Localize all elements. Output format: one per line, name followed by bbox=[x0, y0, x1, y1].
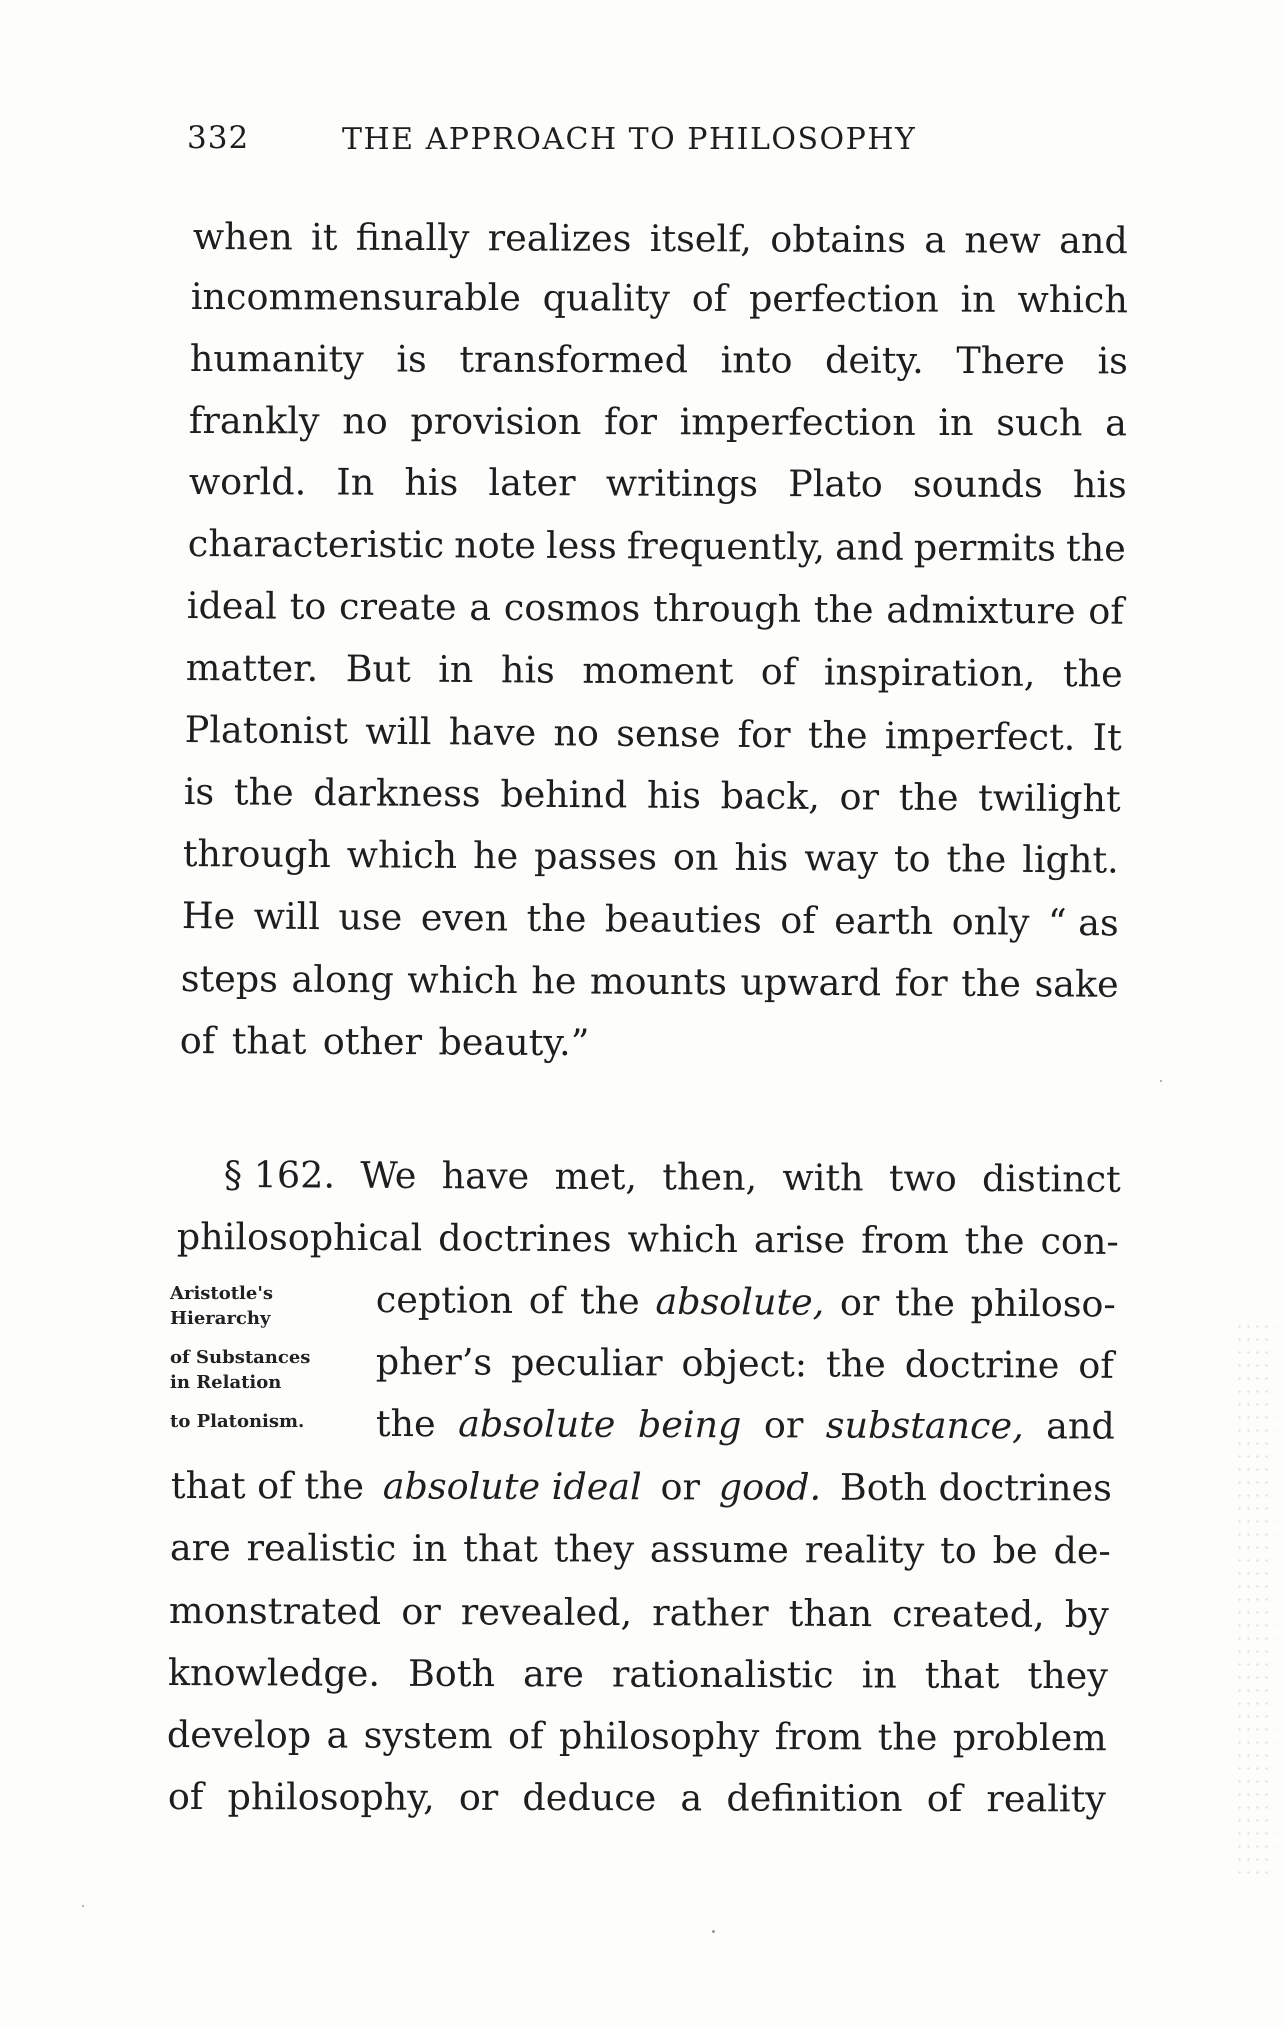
marginal-note-line: of Substances bbox=[170, 1347, 311, 1368]
word: ideal bbox=[186, 583, 278, 628]
word: be bbox=[992, 1528, 1038, 1573]
text-line bbox=[376, 1399, 1115, 1452]
word: or bbox=[458, 1775, 499, 1819]
word: and bbox=[1059, 218, 1128, 263]
word: deduce bbox=[522, 1775, 657, 1820]
word: is bbox=[396, 337, 427, 381]
word: the bbox=[233, 770, 294, 814]
italic-term-absolute: absolute bbox=[458, 1402, 616, 1446]
word: We bbox=[360, 1153, 417, 1198]
word: than bbox=[788, 1591, 873, 1636]
word: philoso- bbox=[970, 1281, 1116, 1326]
word: note bbox=[454, 523, 537, 567]
word: twilight bbox=[978, 776, 1121, 821]
word: later bbox=[488, 461, 576, 505]
text-line bbox=[190, 334, 1128, 386]
word: the bbox=[807, 713, 868, 757]
word: with bbox=[782, 1155, 864, 1200]
word: that bbox=[924, 1653, 1000, 1697]
word: even bbox=[420, 895, 509, 940]
word: a bbox=[469, 585, 492, 629]
word: of bbox=[1088, 589, 1124, 633]
word: or bbox=[763, 1403, 804, 1447]
text-line bbox=[177, 1212, 1119, 1267]
word: con- bbox=[1040, 1219, 1119, 1263]
text-line bbox=[182, 891, 1119, 948]
word: definition bbox=[726, 1776, 903, 1820]
text-line bbox=[185, 705, 1122, 763]
word: will bbox=[365, 709, 432, 754]
word: knowledge. bbox=[167, 1651, 381, 1695]
word: to bbox=[893, 836, 931, 881]
text-line bbox=[167, 1710, 1107, 1763]
text-line bbox=[169, 1586, 1109, 1640]
text-line bbox=[170, 1523, 1111, 1576]
word: by bbox=[1064, 1592, 1109, 1637]
word: reality bbox=[804, 1528, 925, 1572]
word: and bbox=[835, 525, 904, 569]
word: deity. bbox=[825, 338, 924, 382]
word: “ as bbox=[1047, 900, 1119, 945]
word: mounts bbox=[589, 959, 728, 1004]
word: incommensurable bbox=[190, 274, 522, 320]
word: Both bbox=[407, 1651, 496, 1696]
word: or bbox=[660, 1465, 701, 1509]
word: of bbox=[760, 650, 797, 694]
word: There bbox=[956, 339, 1065, 383]
word: characteristic bbox=[187, 521, 445, 567]
word: revealed, bbox=[460, 1590, 633, 1635]
word: earth bbox=[834, 899, 934, 943]
word: have bbox=[448, 710, 537, 755]
marginal-note bbox=[170, 1278, 355, 1437]
word: they bbox=[1027, 1654, 1108, 1698]
word: from bbox=[774, 1715, 863, 1759]
word: create bbox=[338, 584, 457, 629]
word: he bbox=[531, 959, 577, 1003]
word: passes bbox=[533, 834, 658, 879]
italic-term-substance: substance, bbox=[825, 1403, 1024, 1448]
word: is bbox=[1097, 339, 1128, 383]
word: the bbox=[579, 1279, 640, 1323]
word: into bbox=[720, 338, 793, 382]
word: that bbox=[463, 1527, 538, 1571]
text-line bbox=[224, 1150, 1121, 1205]
word: on bbox=[672, 835, 719, 879]
word: through bbox=[652, 586, 802, 631]
word: rationalistic bbox=[611, 1652, 834, 1697]
word: created, bbox=[892, 1592, 1045, 1636]
word: finally bbox=[355, 215, 470, 260]
paper-speck bbox=[712, 1930, 715, 1933]
word: Plato bbox=[788, 462, 883, 506]
word: quality bbox=[542, 276, 671, 320]
text-line bbox=[171, 1461, 1112, 1513]
word: for bbox=[604, 400, 658, 444]
word: reality bbox=[986, 1777, 1106, 1821]
word: distinct bbox=[981, 1156, 1121, 1201]
word: a bbox=[326, 1713, 349, 1757]
word: of bbox=[528, 1278, 565, 1323]
word: upward bbox=[740, 960, 882, 1005]
paper-speck bbox=[82, 1905, 84, 1907]
word: de- bbox=[1053, 1529, 1111, 1573]
word: But bbox=[345, 647, 411, 691]
word: along bbox=[291, 957, 394, 1002]
word: when bbox=[192, 214, 293, 259]
word: use bbox=[338, 895, 403, 939]
word: new bbox=[964, 218, 1041, 262]
word: his bbox=[646, 773, 702, 818]
word: Platonist bbox=[184, 707, 349, 753]
word: of bbox=[780, 898, 816, 942]
word: beauties bbox=[604, 897, 762, 942]
word: the bbox=[894, 1281, 956, 1325]
page-number: 332 bbox=[187, 120, 250, 156]
word: the bbox=[1065, 526, 1126, 570]
word: of bbox=[691, 276, 728, 320]
text-line bbox=[189, 396, 1127, 448]
word: It bbox=[1092, 715, 1122, 760]
word: his bbox=[404, 460, 459, 504]
text-line bbox=[181, 954, 1119, 1010]
word: to bbox=[940, 1528, 977, 1572]
word: the bbox=[526, 896, 587, 941]
word: he bbox=[472, 834, 519, 878]
word: the bbox=[1062, 652, 1123, 696]
word: ception bbox=[375, 1278, 514, 1322]
word: that of the bbox=[170, 1464, 365, 1508]
text-line bbox=[168, 1772, 1106, 1824]
word: it bbox=[311, 215, 338, 259]
word: imperfect. bbox=[884, 714, 1076, 759]
word: obtains bbox=[770, 217, 907, 262]
word: a bbox=[680, 1776, 703, 1820]
word: in bbox=[438, 647, 474, 692]
word: of bbox=[167, 1775, 204, 1819]
word: the bbox=[813, 587, 874, 632]
word: for bbox=[894, 961, 948, 1005]
word: transformed bbox=[459, 337, 689, 382]
word: light. bbox=[1022, 837, 1119, 882]
word: for bbox=[737, 712, 791, 757]
word: other bbox=[322, 1019, 423, 1064]
word: monstrated bbox=[168, 1589, 382, 1633]
italic-term-good: good. bbox=[718, 1465, 822, 1509]
text-line bbox=[168, 1648, 1108, 1701]
text-line bbox=[189, 457, 1127, 510]
word: develop bbox=[166, 1713, 312, 1757]
section-mark: § 162. bbox=[223, 1153, 336, 1197]
text-line bbox=[376, 1337, 1114, 1391]
word: sense bbox=[616, 711, 721, 756]
word: of bbox=[179, 1018, 216, 1063]
word: met, bbox=[554, 1154, 638, 1199]
word: have bbox=[441, 1154, 530, 1198]
word: peculiar bbox=[510, 1340, 663, 1385]
paper-speck bbox=[1160, 1080, 1162, 1082]
word: in bbox=[960, 277, 996, 321]
italic-term-being: being bbox=[637, 1402, 742, 1447]
word: realizes bbox=[487, 216, 632, 260]
word: that bbox=[231, 1019, 307, 1063]
word: or bbox=[401, 1590, 441, 1634]
word: no bbox=[342, 399, 388, 443]
word: philosophical bbox=[176, 1215, 423, 1260]
word: in bbox=[861, 1653, 897, 1697]
word: behind bbox=[500, 772, 628, 817]
text-line bbox=[193, 212, 1128, 266]
word: the bbox=[898, 775, 959, 820]
word: arise bbox=[753, 1218, 846, 1262]
word: doctrine bbox=[904, 1342, 1060, 1387]
marginal-note-line: in Relation bbox=[170, 1372, 282, 1393]
marginal-note-line: Aristotle's bbox=[170, 1283, 273, 1304]
word: in bbox=[938, 400, 974, 445]
word: the bbox=[825, 1342, 886, 1386]
word: Both doctrines bbox=[839, 1465, 1112, 1510]
word: writings bbox=[605, 461, 759, 505]
word: frankly bbox=[188, 399, 320, 443]
word: philosophy, bbox=[227, 1775, 435, 1819]
word: and bbox=[1046, 1404, 1115, 1448]
word: moment bbox=[582, 648, 734, 693]
word: his bbox=[1072, 463, 1127, 507]
word: less bbox=[545, 523, 617, 568]
word: darkness bbox=[313, 771, 481, 816]
word: way bbox=[804, 836, 879, 880]
word: which bbox=[346, 833, 458, 877]
marginal-note-line: to Platonism. bbox=[170, 1411, 305, 1432]
word: then, bbox=[662, 1155, 758, 1199]
word: from bbox=[861, 1218, 949, 1263]
word: In bbox=[336, 460, 375, 504]
word: are bbox=[522, 1652, 584, 1696]
word: system bbox=[363, 1713, 493, 1758]
word: a bbox=[1105, 401, 1127, 445]
word: philosophy bbox=[558, 1714, 760, 1759]
text-line bbox=[376, 1275, 1116, 1330]
text-line bbox=[186, 643, 1123, 700]
word: He bbox=[181, 893, 236, 938]
word: to bbox=[289, 584, 327, 628]
running-title: THE APPROACH TO PHILOSOPHY bbox=[342, 122, 917, 157]
word: permits bbox=[913, 525, 1057, 570]
word: in bbox=[412, 1526, 448, 1570]
word: back, bbox=[720, 774, 821, 818]
word: the bbox=[964, 1219, 1025, 1263]
word: of bbox=[926, 1776, 963, 1821]
text-line bbox=[183, 829, 1119, 886]
text-line bbox=[191, 272, 1128, 325]
word: through bbox=[182, 831, 331, 877]
word: the bbox=[375, 1402, 436, 1446]
page-header bbox=[187, 120, 1007, 170]
word: perfection bbox=[748, 276, 939, 321]
word: provision bbox=[410, 399, 582, 444]
word: the bbox=[961, 961, 1022, 1006]
word: admixture bbox=[886, 588, 1076, 633]
word: which bbox=[627, 1217, 739, 1261]
word: only bbox=[951, 900, 1030, 944]
word: beauty.” bbox=[438, 1020, 590, 1065]
word: doctrines bbox=[438, 1216, 612, 1261]
word: of bbox=[507, 1714, 544, 1758]
word: of bbox=[1078, 1343, 1114, 1387]
word: inspiration, bbox=[823, 650, 1036, 695]
word: imperfection bbox=[679, 400, 916, 444]
italic-term-absolute-ideal: absolute ideal bbox=[382, 1464, 642, 1509]
word: his bbox=[734, 835, 789, 880]
word: his bbox=[500, 648, 555, 692]
word: problem bbox=[952, 1715, 1107, 1760]
text-line bbox=[187, 581, 1124, 637]
word: object: bbox=[681, 1341, 808, 1386]
italic-term-absolute: absolute, bbox=[655, 1279, 825, 1324]
word: pher’s bbox=[375, 1340, 493, 1384]
word: a bbox=[924, 218, 947, 262]
word: assume bbox=[649, 1527, 790, 1572]
word: two bbox=[888, 1156, 957, 1200]
word: rather bbox=[652, 1591, 769, 1635]
word: humanity bbox=[189, 337, 364, 381]
word: frequently, bbox=[626, 524, 826, 569]
word: cosmos bbox=[503, 585, 641, 630]
word: steps bbox=[180, 956, 279, 1001]
word: no bbox=[553, 711, 600, 755]
paper-texture bbox=[1235, 1320, 1275, 1880]
word: is bbox=[183, 769, 215, 814]
word: world. bbox=[188, 459, 307, 504]
word: are bbox=[169, 1526, 231, 1570]
word: they bbox=[553, 1527, 635, 1571]
word: matter. bbox=[185, 645, 319, 690]
word: such bbox=[996, 401, 1083, 445]
word: itself, bbox=[649, 216, 753, 261]
marginal-note-line: Hierarchy bbox=[170, 1308, 271, 1329]
word: the bbox=[946, 837, 1007, 881]
word: which bbox=[407, 958, 518, 1003]
word: or bbox=[839, 1280, 880, 1325]
text-line bbox=[184, 767, 1121, 824]
text-line bbox=[180, 1016, 780, 1069]
word: the bbox=[877, 1715, 938, 1759]
word: will bbox=[253, 894, 321, 939]
word: which bbox=[1017, 277, 1128, 322]
word: sake bbox=[1034, 962, 1119, 1006]
word: sounds bbox=[912, 462, 1043, 506]
word: or bbox=[839, 775, 880, 819]
word: realistic bbox=[246, 1526, 397, 1570]
text-line bbox=[188, 519, 1126, 574]
